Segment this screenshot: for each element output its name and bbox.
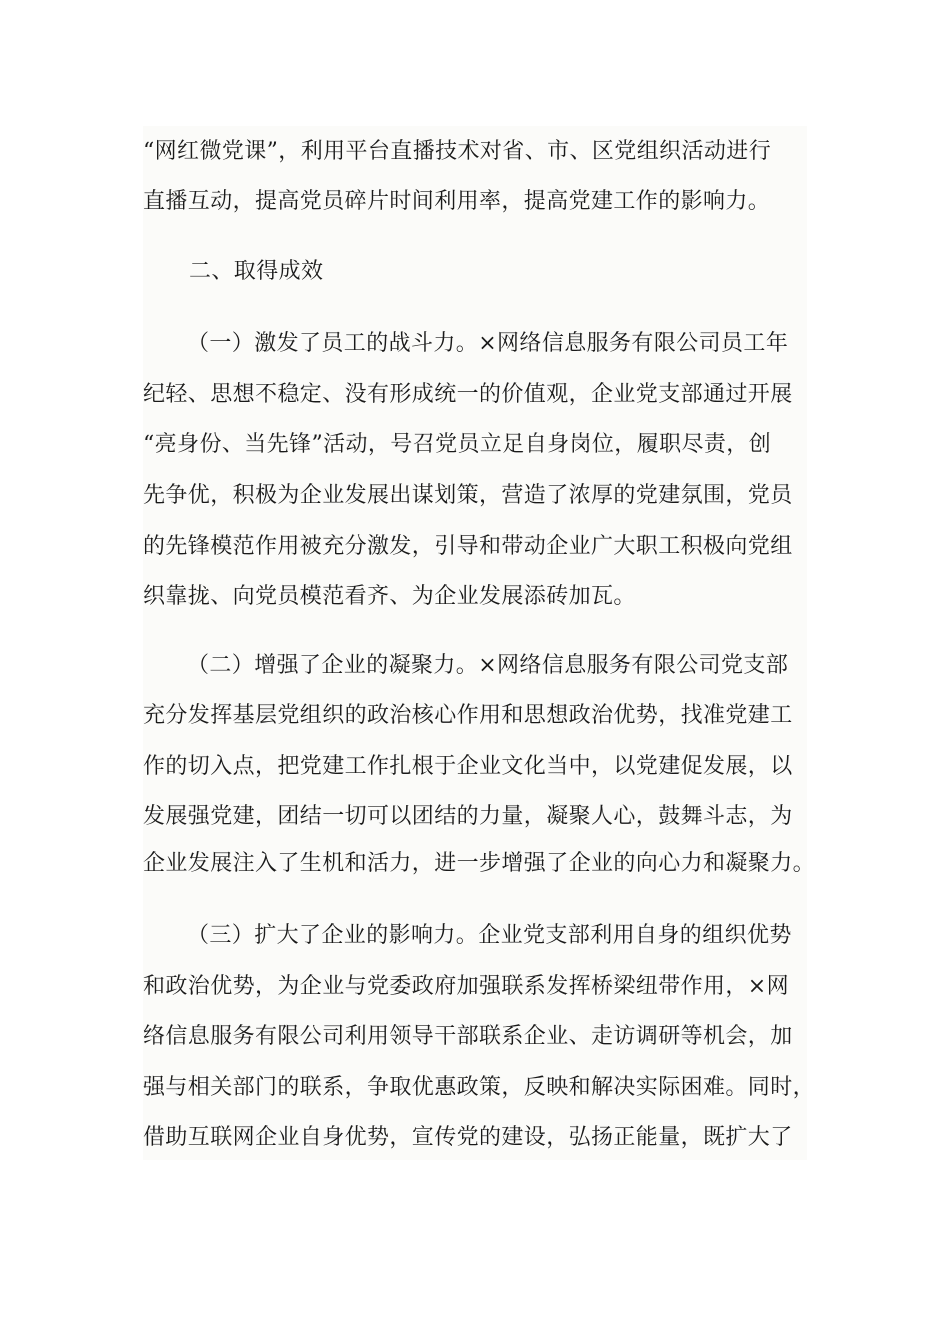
paragraph-line: （一）激发了员工的战斗力。×网络信息服务有限公司员工年	[187, 331, 789, 356]
paragraph-line: 和政治优势，为企业与党委政府加强联系发挥桥梁纽带作用，×网	[143, 974, 790, 999]
paragraph-line: 织靠拢、向党员模范看齐、为企业发展添砖加瓦。	[143, 584, 636, 609]
paragraph-line: 络信息服务有限公司利用领导干部联系企业、走访调研等机会，加	[143, 1024, 793, 1049]
document-body	[143, 126, 816, 1160]
paragraph-line: 作的切入点，把党建工作扎根于企业文化当中，以党建促发展，以	[143, 754, 793, 779]
paragraph-line: 先争优，积极为企业发展出谋划策，营造了浓厚的党建氛围，党员	[143, 483, 793, 508]
paragraph-line: 发展强党建，团结一切可以团结的力量，凝聚人心，鼓舞斗志，为	[143, 804, 793, 829]
paragraph-line: 企业发展注入了生机和活力，进一步增强了企业的向心力和凝聚力。	[143, 851, 816, 876]
paragraph-line: 直播互动，提高党员碎片时间利用率，提高党建工作的影响力。	[143, 189, 771, 214]
paragraph-line: 借助互联网企业自身优势，宣传党的建设，弘扬正能量，既扩大了	[143, 1125, 793, 1150]
paragraph-line: 的先锋模范作用被充分激发，引导和带动企业广大职工积极向党组	[143, 534, 793, 559]
paragraph-line: 充分发挥基层党组织的政治核心作用和思想政治优势，找准党建工	[143, 703, 793, 728]
paragraph-line: （二）增强了企业的凝聚力。×网络信息服务有限公司党支部	[187, 653, 789, 678]
paragraph-line: 纪轻、思想不稳定、没有形成统一的价值观，企业党支部通过开展	[143, 382, 793, 407]
paragraph-line: “亮身份、当先锋”活动，号召党员立足自身岗位，履职尽责，创	[143, 432, 772, 457]
section-heading: 二、取得成效	[189, 259, 324, 284]
paragraph-line: （三）扩大了企业的影响力。企业党支部利用自身的组织优势	[187, 923, 792, 948]
paragraph-line: 强与相关部门的联系，争取优惠政策，反映和解决实际困难。同时，	[143, 1075, 816, 1100]
paragraph-line: “网红微党课”，利用平台直播技术对省、市、区党组织活动进行	[143, 139, 772, 164]
